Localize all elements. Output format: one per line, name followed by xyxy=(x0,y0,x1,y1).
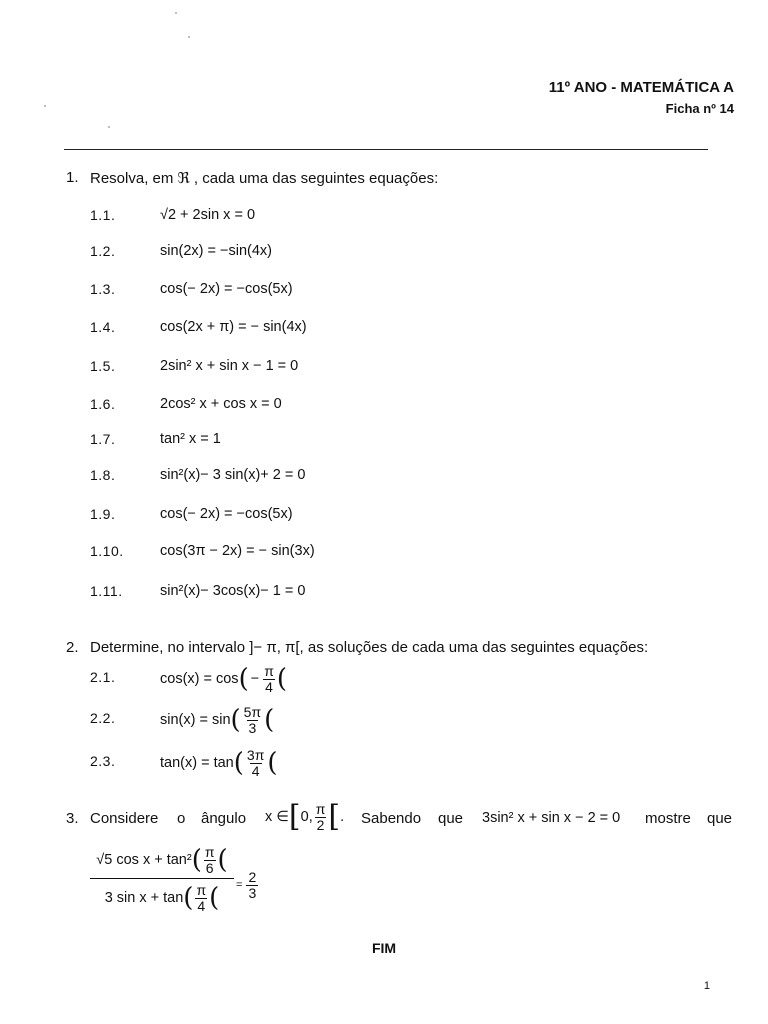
q2-item-equation xyxy=(160,661,287,697)
q1-item-equation: sin²(x)− 3cos(x)− 1 = 0 xyxy=(160,583,306,599)
paren-right: ( xyxy=(209,883,220,913)
q1-item-number: 1.3. xyxy=(90,281,116,297)
paren-left: ( xyxy=(191,845,202,875)
q1-item-equation: sin²(x)− 3 sin(x)+ 2 = 0 xyxy=(160,467,306,483)
q1-item-equation: √2 + 2sin x = 0 xyxy=(160,207,256,223)
q2-text-before: Determine, no intervalo xyxy=(90,639,246,656)
q2-item-equation xyxy=(160,702,274,738)
q3-interval-lo: 0, xyxy=(300,809,313,825)
q1-item-equation: cos(− 2x) = −cos(5x) xyxy=(160,506,293,522)
bracket-left: [ xyxy=(288,799,301,834)
paren-left: ( xyxy=(238,664,249,694)
q1-item-number: 1.6. xyxy=(90,396,116,412)
q3-result-fraction xyxy=(246,870,258,900)
q3-word: Considere xyxy=(90,810,159,827)
scan-speck xyxy=(44,105,46,107)
q3-bottom-expression: 3 sin x + tan xyxy=(104,890,184,906)
q3-word: que xyxy=(707,810,733,827)
q1-item-equation: 2cos² x + cos x = 0 xyxy=(160,396,282,412)
q3-word: que xyxy=(438,810,464,827)
q3-interval-lhs: x ∈ xyxy=(265,809,289,825)
fraction-denominator: 6 xyxy=(205,859,214,876)
paren-left: ( xyxy=(230,705,241,735)
fraction-numerator: π xyxy=(196,881,207,898)
q1-item-number: 1.7. xyxy=(90,431,116,447)
q3-interval-fraction xyxy=(314,802,328,832)
q2-text-after: , as soluções de cada uma das seguintes equações: xyxy=(299,639,649,656)
q1-item-number: 1.5. xyxy=(90,358,116,374)
q3-word: ângulo xyxy=(201,810,247,827)
paren-right: ( xyxy=(217,845,228,875)
paren-left: ( xyxy=(183,883,194,913)
fraction-denominator: 4 xyxy=(265,678,273,695)
q1-item-number: 1.1. xyxy=(90,207,116,223)
fraction-numerator: 3π xyxy=(246,746,265,763)
q2-item-equation xyxy=(160,745,278,781)
q1-item-equation: cos(2x + π) = − sin(4x) xyxy=(160,319,307,335)
paren-right: ( xyxy=(267,748,278,778)
end-marker: FIM xyxy=(371,940,397,956)
q3-fraction-denominator xyxy=(90,879,234,917)
fraction-denominator: 4 xyxy=(197,897,206,914)
q3-word: mostre xyxy=(645,810,691,827)
paren-right: ( xyxy=(276,664,288,694)
scan-speck xyxy=(108,126,110,128)
q2-fraction xyxy=(245,748,266,778)
q2-lhs: sin(x) = sin xyxy=(160,712,231,728)
scan-speck xyxy=(175,12,177,14)
q1-item-equation: cos(3π − 2x) = − sin(3x) xyxy=(160,543,315,559)
header-title: 11º ANO - MATEMÁTICA A xyxy=(548,79,734,96)
header-divider xyxy=(64,149,708,150)
q1-item-equation: cos(− 2x) = −cos(5x) xyxy=(160,281,293,297)
q3-condition: 3sin² x + sin x − 2 = 0 xyxy=(482,810,621,826)
q2-number: 2. xyxy=(66,639,79,656)
fraction-denominator: 3 xyxy=(248,884,257,901)
q2-interval: ]− π, π[ xyxy=(249,639,300,656)
q2-lhs: cos(x) = cos xyxy=(160,671,239,687)
q2-text xyxy=(90,639,648,656)
q3-top-fraction xyxy=(203,845,217,875)
q1-item-equation: tan² x = 1 xyxy=(160,431,221,447)
q1-item-equation: sin(2x) = −sin(4x) xyxy=(160,243,273,259)
q3-fraction-numerator xyxy=(90,842,234,878)
fraction-numerator: 2 xyxy=(248,869,257,885)
scan-speck xyxy=(188,36,190,38)
bracket-right: [ xyxy=(328,799,341,834)
fraction-denominator: 4 xyxy=(251,762,260,779)
q2-item-number: 2.3. xyxy=(90,753,116,769)
q3-big-fraction xyxy=(90,842,234,917)
q1-number: 1. xyxy=(66,169,79,186)
q1-item-number: 1.11. xyxy=(90,583,123,599)
q1-item-number: 1.2. xyxy=(90,243,116,259)
q3-top-expression: √5 cos x + tan² xyxy=(96,852,192,868)
sheet-number: Ficha nº 14 xyxy=(665,101,734,116)
q3-result xyxy=(236,870,259,900)
q2-item-number: 2.2. xyxy=(90,710,116,726)
q1-item-number: 1.9. xyxy=(90,506,116,522)
paren-right: ( xyxy=(264,705,275,735)
fraction-denominator: 2 xyxy=(316,816,325,833)
fraction-numerator: π xyxy=(264,662,274,679)
paren-left: ( xyxy=(233,748,244,778)
q1-item-equation: 2sin² x + sin x − 1 = 0 xyxy=(160,358,299,374)
q3-period: . xyxy=(340,809,345,825)
q3-word: Sabendo xyxy=(361,810,422,827)
fraction-numerator: π xyxy=(204,843,215,860)
q2-lhs: tan(x) = tan xyxy=(160,755,234,771)
page-number: 1 xyxy=(703,980,710,992)
q1-text: Resolva, em ℜ , cada uma das seguintes equações: xyxy=(90,170,439,187)
q1-item-number: 1.4. xyxy=(90,319,116,335)
equals-sign: = xyxy=(236,879,243,892)
q2-fraction xyxy=(262,664,276,694)
q3-interval xyxy=(265,797,344,837)
q2-fraction xyxy=(242,705,263,735)
fraction-numerator: π xyxy=(315,800,326,817)
q1-item-number: 1.8. xyxy=(90,467,116,483)
q3-bottom-fraction xyxy=(194,883,208,913)
q3-word: o xyxy=(177,810,186,827)
q1-item-number: 1.10. xyxy=(90,543,124,559)
fraction-denominator: 3 xyxy=(248,719,257,736)
q2-item-number: 2.1. xyxy=(90,669,116,685)
q3-number: 3. xyxy=(66,810,79,827)
q2-sign: − xyxy=(250,671,260,687)
fraction-numerator: 5π xyxy=(243,703,262,720)
